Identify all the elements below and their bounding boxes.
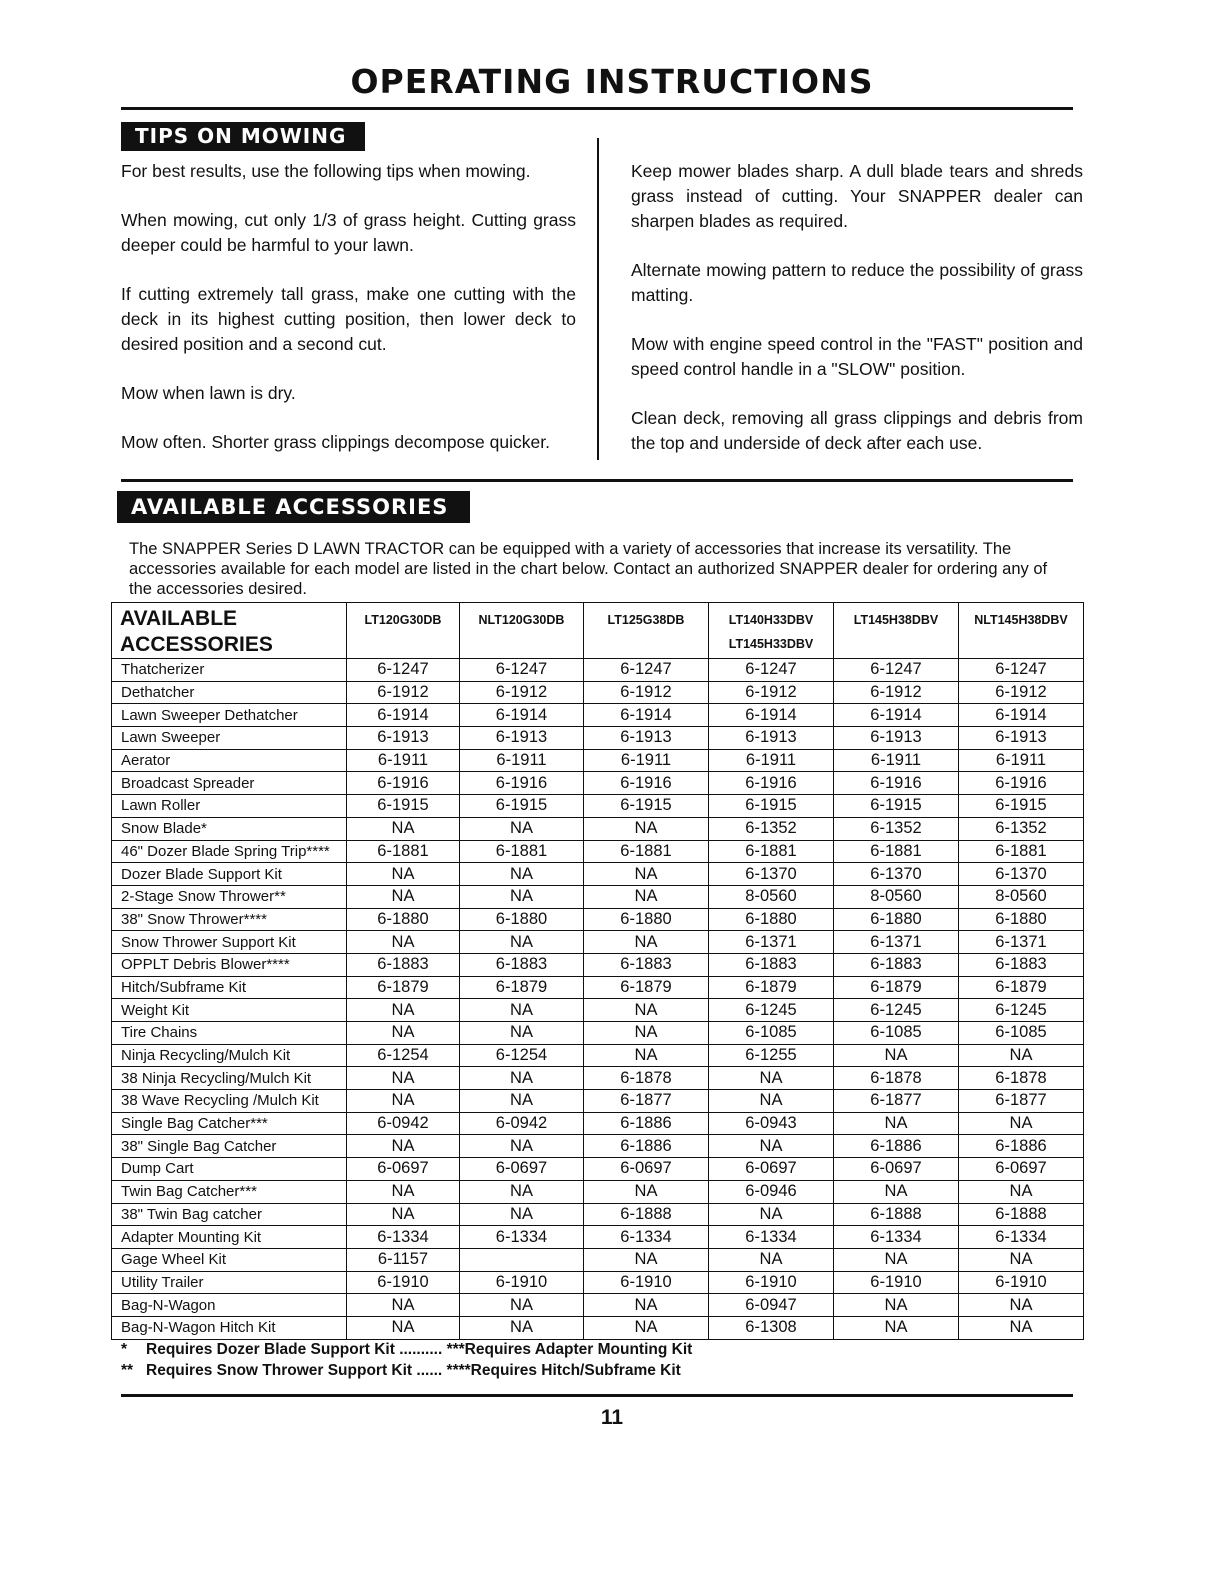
part-number-cell: NA <box>460 1135 584 1158</box>
tip-paragraph: Mow often. Shorter grass clippings decompose quicker. <box>121 432 550 452</box>
part-number-cell: 6-0697 <box>347 1158 460 1181</box>
part-number-cell: 6-1883 <box>460 953 584 976</box>
table-row <box>112 1044 1084 1067</box>
part-number-cell: 6-1914 <box>834 704 959 727</box>
part-number-cell: 6-1334 <box>834 1226 959 1249</box>
part-number-cell: 6-1912 <box>959 681 1084 704</box>
part-number-cell: NA <box>584 817 709 840</box>
table-row <box>112 908 1084 931</box>
part-number-cell: 6-1881 <box>347 840 460 863</box>
part-number-cell: 6-0697 <box>834 1158 959 1181</box>
part-number-cell: 6-1886 <box>584 1112 709 1135</box>
tips-left-column <box>121 159 576 479</box>
part-number-cell: 6-1911 <box>834 749 959 772</box>
model-header-label: LT140H33DBV <box>728 613 814 627</box>
part-number-cell: 6-1914 <box>584 704 709 727</box>
part-number-cell: NA <box>347 931 460 954</box>
part-number-cell: 6-1888 <box>834 1203 959 1226</box>
accessory-name: Snow Thrower Support Kit <box>112 931 347 954</box>
part-number-cell: 6-1888 <box>584 1203 709 1226</box>
part-number-cell: NA <box>347 1022 460 1045</box>
accessory-name: Dump Cart <box>112 1158 347 1181</box>
part-number-cell: 6-1878 <box>584 1067 709 1090</box>
footnote-text: Requires Dozer Blade Support Kit .......... ***Requires Adapter Mounting Kit <box>146 1341 693 1358</box>
part-number-cell: NA <box>460 1294 584 1317</box>
footnote-text: Requires Snow Thrower Support Kit ...... ****Requires Hitch/Subframe Kit <box>146 1362 681 1379</box>
part-number-cell: 6-1910 <box>460 1271 584 1294</box>
table-row <box>112 931 1084 954</box>
accessories-table <box>111 602 1084 1340</box>
part-number-cell: 6-1911 <box>709 749 834 772</box>
part-number-cell: 6-1915 <box>834 795 959 818</box>
table-row <box>112 659 1084 682</box>
part-number-cell: 6-1245 <box>959 999 1084 1022</box>
table-row <box>112 681 1084 704</box>
part-number-cell: 6-1334 <box>959 1226 1084 1249</box>
footnote-2 <box>121 1360 681 1381</box>
part-number-cell <box>460 1248 584 1271</box>
table-row <box>112 1180 1084 1203</box>
part-number-cell: 6-1914 <box>709 704 834 727</box>
part-number-cell: 6-1912 <box>460 681 584 704</box>
accessory-name: Hitch/Subframe Kit <box>112 976 347 999</box>
part-number-cell: 6-0942 <box>460 1112 584 1135</box>
part-number-cell: NA <box>959 1248 1084 1271</box>
part-number-cell: 6-1880 <box>584 908 709 931</box>
tip-paragraph: If cutting extremely tall grass, make one cutting with the deck in its highest cutting position, then lower deck to desired position and a second cut. <box>121 284 576 354</box>
part-number-cell: 6-1878 <box>834 1067 959 1090</box>
part-number-cell: 6-1912 <box>834 681 959 704</box>
table-row <box>112 1112 1084 1135</box>
accessory-name: 38" Twin Bag catcher <box>112 1203 347 1226</box>
accessory-name: Bag-N-Wagon <box>112 1294 347 1317</box>
part-number-cell: NA <box>347 1294 460 1317</box>
model-header: LT145H38DBV <box>834 603 959 659</box>
accessory-name: Twin Bag Catcher*** <box>112 1180 347 1203</box>
bottom-rule <box>121 1394 1073 1397</box>
part-number-cell: 6-1334 <box>584 1226 709 1249</box>
part-number-cell: NA <box>460 885 584 908</box>
part-number-cell: NA <box>347 1135 460 1158</box>
table-row <box>112 1316 1084 1339</box>
table-row <box>112 1022 1084 1045</box>
part-number-cell: NA <box>460 999 584 1022</box>
part-number-cell: 6-1910 <box>584 1271 709 1294</box>
tip-paragraph: Clean deck, removing all grass clippings and debris from the top and underside of deck after each use. <box>631 408 1083 453</box>
part-number-cell: 6-1254 <box>460 1044 584 1067</box>
accessory-name: Snow Blade* <box>112 817 347 840</box>
part-number-cell: 6-1910 <box>709 1271 834 1294</box>
page-number: 11 <box>600 1406 624 1429</box>
table-row <box>112 704 1084 727</box>
part-number-cell: 6-1371 <box>834 931 959 954</box>
tip-paragraph: Alternate mowing pattern to reduce the possibility of grass matting. <box>631 260 1083 305</box>
part-number-cell: NA <box>709 1203 834 1226</box>
part-number-cell: NA <box>460 1203 584 1226</box>
part-number-cell: 8-0560 <box>959 885 1084 908</box>
part-number-cell: NA <box>347 1180 460 1203</box>
tip-paragraph: Keep mower blades sharp. A dull blade tears and shreds grass instead of cutting. Your SNAPPER dealer can sharpen blades as required. <box>631 161 1083 231</box>
table-row <box>112 1090 1084 1113</box>
part-number-cell: 6-1880 <box>460 908 584 931</box>
tips-heading: TIPS ON MOWING <box>121 122 365 151</box>
accessory-name: Gage Wheel Kit <box>112 1248 347 1271</box>
part-number-cell: 6-1911 <box>460 749 584 772</box>
part-number-cell: 6-1914 <box>959 704 1084 727</box>
footnote-mark: ** <box>121 1362 134 1379</box>
part-number-cell: NA <box>347 999 460 1022</box>
part-number-cell: NA <box>959 1294 1084 1317</box>
part-number-cell: 6-1911 <box>347 749 460 772</box>
corner-line-2: ACCESSORIES <box>120 633 273 656</box>
part-number-cell: 6-1910 <box>347 1271 460 1294</box>
part-number-cell: NA <box>460 1067 584 1090</box>
part-number-cell: 6-1912 <box>347 681 460 704</box>
part-number-cell: 6-1911 <box>959 749 1084 772</box>
model-header: LT120G30DB <box>347 603 460 659</box>
accessory-name: Bag-N-Wagon Hitch Kit <box>112 1316 347 1339</box>
part-number-cell: NA <box>709 1090 834 1113</box>
part-number-cell: 6-1883 <box>709 953 834 976</box>
part-number-cell: 6-1912 <box>584 681 709 704</box>
part-number-cell: 6-1915 <box>347 795 460 818</box>
part-number-cell: NA <box>347 1067 460 1090</box>
part-number-cell: 6-1877 <box>834 1090 959 1113</box>
part-number-cell: 6-1880 <box>347 908 460 931</box>
title-rule <box>121 107 1073 110</box>
model-header-extra: LT145H33DBV <box>728 637 814 651</box>
part-number-cell: NA <box>347 1090 460 1113</box>
accessory-name: 38 Wave Recycling /Mulch Kit <box>112 1090 347 1113</box>
part-number-cell: 6-1916 <box>347 772 460 795</box>
accessory-name: Lawn Sweeper Dethatcher <box>112 704 347 727</box>
part-number-cell: NA <box>584 1248 709 1271</box>
accessory-name: 38" Single Bag Catcher <box>112 1135 347 1158</box>
part-number-cell: NA <box>584 863 709 886</box>
part-number-cell: 6-1247 <box>959 659 1084 682</box>
part-number-cell: 6-1352 <box>834 817 959 840</box>
table-row <box>112 772 1084 795</box>
part-number-cell: 6-1879 <box>959 976 1084 999</box>
part-number-cell: 6-1916 <box>584 772 709 795</box>
part-number-cell: 6-1247 <box>709 659 834 682</box>
part-number-cell: 6-1879 <box>834 976 959 999</box>
accessory-name: Adapter Mounting Kit <box>112 1226 347 1249</box>
part-number-cell: 6-1913 <box>959 727 1084 750</box>
part-number-cell: NA <box>834 1180 959 1203</box>
part-number-cell: 6-1915 <box>584 795 709 818</box>
accessory-name: Aerator <box>112 749 347 772</box>
table-row <box>112 817 1084 840</box>
part-number-cell: 6-0947 <box>709 1294 834 1317</box>
part-number-cell: NA <box>347 863 460 886</box>
table-row <box>112 1248 1084 1271</box>
footnote-1 <box>121 1339 692 1360</box>
part-number-cell: 6-1916 <box>959 772 1084 795</box>
table-row <box>112 1226 1084 1249</box>
part-number-cell: NA <box>834 1248 959 1271</box>
table-row <box>112 863 1084 886</box>
part-number-cell: NA <box>584 1316 709 1339</box>
accessory-name: 38" Snow Thrower**** <box>112 908 347 931</box>
model-header: NLT145H38DBV <box>959 603 1084 659</box>
accessory-name: 38 Ninja Recycling/Mulch Kit <box>112 1067 347 1090</box>
table-row <box>112 976 1084 999</box>
part-number-cell: 8-0560 <box>709 885 834 908</box>
part-number-cell: NA <box>834 1294 959 1317</box>
accessory-name: Dethatcher <box>112 681 347 704</box>
table-row <box>112 1271 1084 1294</box>
part-number-cell: NA <box>584 1180 709 1203</box>
table-row <box>112 953 1084 976</box>
part-number-cell: 6-1334 <box>709 1226 834 1249</box>
part-number-cell: NA <box>584 931 709 954</box>
part-number-cell: 6-1085 <box>709 1022 834 1045</box>
accessory-name: 46" Dozer Blade Spring Trip**** <box>112 840 347 863</box>
part-number-cell: 6-1879 <box>347 976 460 999</box>
accessory-name: OPPLT Debris Blower**** <box>112 953 347 976</box>
part-number-cell: 6-0942 <box>347 1112 460 1135</box>
part-number-cell: 6-1878 <box>959 1067 1084 1090</box>
table-row <box>112 1203 1084 1226</box>
accessories-heading: AVAILABLE ACCESSORIES <box>117 491 470 523</box>
table-row <box>112 1067 1084 1090</box>
part-number-cell: 6-1352 <box>709 817 834 840</box>
part-number-cell: 6-1910 <box>834 1271 959 1294</box>
corner-line-1: AVAILABLE <box>120 607 238 630</box>
part-number-cell: 6-1883 <box>584 953 709 976</box>
part-number-cell: 6-0697 <box>959 1158 1084 1181</box>
part-number-cell: 6-1886 <box>959 1135 1084 1158</box>
part-number-cell: NA <box>709 1067 834 1090</box>
part-number-cell: 6-1247 <box>834 659 959 682</box>
accessory-name: Thatcherizer <box>112 659 347 682</box>
part-number-cell: 6-1888 <box>959 1203 1084 1226</box>
part-number-cell: 6-1085 <box>834 1022 959 1045</box>
part-number-cell: 6-1880 <box>834 908 959 931</box>
accessory-name: Tire Chains <box>112 1022 347 1045</box>
part-number-cell: NA <box>460 1316 584 1339</box>
tip-paragraph: Mow when lawn is dry. <box>121 383 296 403</box>
part-number-cell: NA <box>460 863 584 886</box>
table-row <box>112 749 1084 772</box>
part-number-cell: NA <box>460 1090 584 1113</box>
table-row <box>112 999 1084 1022</box>
part-number-cell: 8-0560 <box>834 885 959 908</box>
part-number-cell: NA <box>959 1112 1084 1135</box>
part-number-cell: NA <box>460 1022 584 1045</box>
part-number-cell: 6-1910 <box>959 1271 1084 1294</box>
part-number-cell: 6-1886 <box>584 1135 709 1158</box>
part-number-cell: 6-1913 <box>347 727 460 750</box>
part-number-cell: 6-1879 <box>584 976 709 999</box>
part-number-cell: 6-1370 <box>709 863 834 886</box>
tip-paragraph: For best results, use the following tips when mowing. <box>121 161 531 181</box>
part-number-cell: 6-1916 <box>834 772 959 795</box>
part-number-cell: 6-1880 <box>959 908 1084 931</box>
part-number-cell: 6-1308 <box>709 1316 834 1339</box>
accessory-name: Lawn Roller <box>112 795 347 818</box>
part-number-cell: NA <box>959 1044 1084 1067</box>
part-number-cell: 6-1334 <box>460 1226 584 1249</box>
part-number-cell: 6-1880 <box>709 908 834 931</box>
part-number-cell: 6-1913 <box>584 727 709 750</box>
accessory-name: Utility Trailer <box>112 1271 347 1294</box>
part-number-cell: NA <box>584 1044 709 1067</box>
part-number-cell: 6-1245 <box>709 999 834 1022</box>
part-number-cell: NA <box>584 999 709 1022</box>
table-corner-header <box>112 603 347 659</box>
part-number-cell: 6-0697 <box>584 1158 709 1181</box>
part-number-cell: 6-1913 <box>834 727 959 750</box>
part-number-cell: 6-1247 <box>460 659 584 682</box>
part-number-cell: 6-1881 <box>460 840 584 863</box>
accessory-name: Broadcast Spreader <box>112 772 347 795</box>
accessory-name: 2-Stage Snow Thrower** <box>112 885 347 908</box>
part-number-cell: NA <box>347 817 460 840</box>
part-number-cell: NA <box>709 1135 834 1158</box>
table-row <box>112 840 1084 863</box>
part-number-cell: 6-1915 <box>959 795 1084 818</box>
part-number-cell: 6-0697 <box>460 1158 584 1181</box>
part-number-cell: NA <box>959 1316 1084 1339</box>
footnote-mark: * <box>121 1341 128 1358</box>
part-number-cell: 6-1883 <box>834 953 959 976</box>
table-row <box>112 1158 1084 1181</box>
part-number-cell: 6-1914 <box>460 704 584 727</box>
page-title: OPERATING INSTRUCTIONS <box>350 62 874 101</box>
part-number-cell: 6-1352 <box>959 817 1084 840</box>
accessory-name: Weight Kit <box>112 999 347 1022</box>
part-number-cell: 6-1370 <box>834 863 959 886</box>
part-number-cell: 6-1914 <box>347 704 460 727</box>
part-number-cell: 6-0946 <box>709 1180 834 1203</box>
part-number-cell: 6-1913 <box>709 727 834 750</box>
part-number-cell: NA <box>959 1180 1084 1203</box>
part-number-cell: 6-1879 <box>709 976 834 999</box>
part-number-cell: 6-1085 <box>959 1022 1084 1045</box>
accessory-name: Single Bag Catcher*** <box>112 1112 347 1135</box>
part-number-cell: NA <box>709 1248 834 1271</box>
table-row <box>112 727 1084 750</box>
part-number-cell: 6-1334 <box>347 1226 460 1249</box>
table-row <box>112 1294 1084 1317</box>
table-header-row <box>112 603 1084 659</box>
part-number-cell: 6-1915 <box>709 795 834 818</box>
part-number-cell: 6-0943 <box>709 1112 834 1135</box>
part-number-cell: 6-1883 <box>347 953 460 976</box>
part-number-cell: 6-1881 <box>584 840 709 863</box>
part-number-cell: 6-1255 <box>709 1044 834 1067</box>
part-number-cell: 6-1916 <box>709 772 834 795</box>
part-number-cell: NA <box>347 1316 460 1339</box>
part-number-cell: 6-1883 <box>959 953 1084 976</box>
table-row <box>112 1135 1084 1158</box>
part-number-cell: NA <box>460 1180 584 1203</box>
part-number-cell: NA <box>347 885 460 908</box>
part-number-cell: 6-1915 <box>460 795 584 818</box>
part-number-cell: NA <box>584 885 709 908</box>
part-number-cell: 6-1881 <box>834 840 959 863</box>
part-number-cell: 6-1913 <box>460 727 584 750</box>
part-number-cell: 6-1157 <box>347 1248 460 1271</box>
part-number-cell: NA <box>834 1112 959 1135</box>
accessories-intro: The SNAPPER Series D LAWN TRACTOR can be equipped with a variety of accessories that increase its versatility. The accessories available for each model are listed in the chart below. Contact an authorized SNAPPER dealer for ordering any of the accessories desired. <box>129 540 1048 598</box>
part-number-cell: 6-1371 <box>709 931 834 954</box>
part-number-cell: 6-1370 <box>959 863 1084 886</box>
part-number-cell: NA <box>460 931 584 954</box>
table-row <box>112 795 1084 818</box>
part-number-cell: 6-1877 <box>584 1090 709 1113</box>
tip-paragraph: Mow with engine speed control in the "FAST" position and speed control handle in a "SLOW" position. <box>631 334 1083 379</box>
accessory-name: Ninja Recycling/Mulch Kit <box>112 1044 347 1067</box>
table-row <box>112 885 1084 908</box>
part-number-cell: NA <box>584 1022 709 1045</box>
part-number-cell: NA <box>584 1294 709 1317</box>
part-number-cell: NA <box>834 1044 959 1067</box>
part-number-cell: 6-1912 <box>709 681 834 704</box>
accessory-name: Lawn Sweeper <box>112 727 347 750</box>
part-number-cell: 6-1881 <box>959 840 1084 863</box>
part-number-cell: 6-1247 <box>347 659 460 682</box>
model-header: LT125G38DB <box>584 603 709 659</box>
part-number-cell: 6-1371 <box>959 931 1084 954</box>
part-number-cell: NA <box>347 1203 460 1226</box>
model-header <box>709 603 834 659</box>
part-number-cell: 6-1877 <box>959 1090 1084 1113</box>
tips-right-column <box>631 159 1083 480</box>
part-number-cell: 6-1881 <box>709 840 834 863</box>
part-number-cell: 6-1911 <box>584 749 709 772</box>
part-number-cell: NA <box>834 1316 959 1339</box>
part-number-cell: 6-1916 <box>460 772 584 795</box>
part-number-cell: 6-1886 <box>834 1135 959 1158</box>
part-number-cell: 6-1245 <box>834 999 959 1022</box>
column-divider <box>597 138 599 460</box>
part-number-cell: 6-1247 <box>584 659 709 682</box>
model-header: NLT120G30DB <box>460 603 584 659</box>
part-number-cell: 6-0697 <box>709 1158 834 1181</box>
part-number-cell: 6-1879 <box>460 976 584 999</box>
accessory-name: Dozer Blade Support Kit <box>112 863 347 886</box>
section-rule <box>121 479 1073 482</box>
part-number-cell: NA <box>460 817 584 840</box>
tip-paragraph: When mowing, cut only 1/3 of grass height. Cutting grass deeper could be harmful to your lawn. <box>121 210 576 255</box>
part-number-cell: 6-1254 <box>347 1044 460 1067</box>
